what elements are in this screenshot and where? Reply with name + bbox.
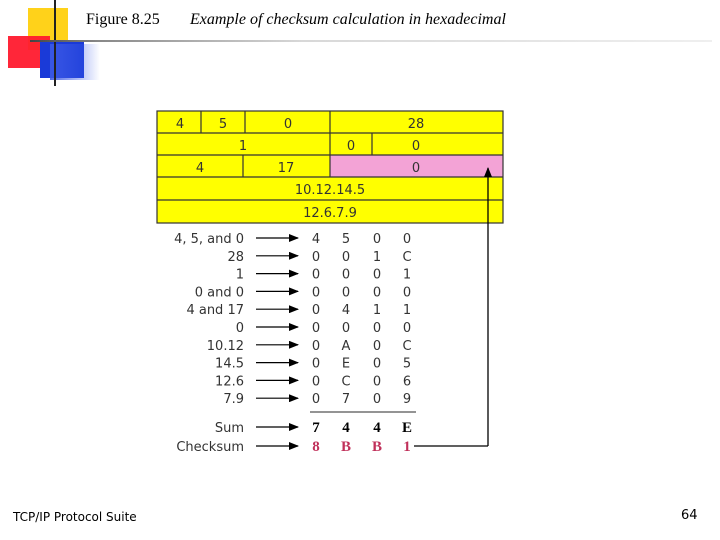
row-digit: 0 [311,374,321,390]
row-digit: 7 [341,392,351,408]
row-label: 28 [227,249,244,265]
row-label: 10.12 [206,338,244,354]
figure-caption: Example of checksum calculation in hexadecimal [190,11,506,28]
row-label: 12.6 [215,374,244,390]
row-digit: 0 [341,285,351,301]
row-digit: 6 [402,374,412,390]
cell-total-length: 28 [407,117,425,132]
row-digit: 0 [372,232,382,247]
checksum-digit: B [340,439,352,455]
row-digit: 5 [402,356,412,372]
sum-digit: E [401,420,413,436]
cell-protocol: 17 [277,161,295,176]
row-label: 7.9 [223,392,244,408]
cell-version: 4 [175,117,185,132]
cell-fragment-offset: 0 [411,139,421,154]
sum-digit: 7 [312,420,320,436]
row-digit: 0 [341,321,351,336]
row-label: 4 and 17 [186,303,244,319]
row-digit: 0 [311,285,321,301]
row-label: 0 [235,321,244,336]
row-digit: 0 [372,356,382,372]
row-digit: A [341,338,351,354]
row-digit: 0 [311,392,321,408]
cell-identification: 1 [238,139,248,154]
row-digit: 0 [311,303,321,319]
row-digit: 0 [311,356,321,372]
calculation-rows [174,232,412,455]
row-digit: 4 [311,232,321,247]
cell-service: 0 [283,117,293,132]
cell-flags: 0 [346,139,356,154]
row-label: 4, 5, and 0 [174,232,244,247]
row-digit: 0 [372,321,382,336]
checksum-label: Checksum [176,440,244,455]
row-digit: 0 [311,338,321,354]
footer-page-number: 64 [681,508,698,523]
cell-checksum: 0 [411,161,421,176]
row-digit: 0 [311,267,321,283]
row-label: 1 [235,267,244,283]
row-digit: 5 [341,232,351,247]
cell-hlen: 5 [218,117,228,132]
cell-ttl: 4 [195,161,205,176]
row-digit: 0 [402,321,412,336]
row-digit: C [402,338,412,354]
row-digit: 1 [402,303,412,319]
row-digit: 4 [341,303,351,319]
footer-suite-title: TCP/IP Protocol Suite [13,510,137,524]
row-digit: 0 [372,338,382,354]
row-digit: 0 [372,392,382,408]
row-label: 0 and 0 [194,285,244,301]
row-digit: 0 [341,249,351,265]
row-digit: 0 [402,232,412,247]
checksum-digit: 8 [312,439,320,455]
row-digit: 0 [311,249,321,265]
row-digit: 1 [402,267,412,283]
sum-label: Sum [214,421,244,436]
row-digit: E [341,356,351,372]
row-label: 14.5 [215,356,244,372]
row-digit: 1 [372,303,382,319]
row-digit: 0 [341,267,351,283]
row-digit: 0 [311,321,321,336]
row-digit: 0 [372,374,382,390]
row-digit: 0 [372,285,382,301]
sum-digit: 4 [342,420,350,436]
row-digit: 0 [372,267,382,283]
row-digit: C [402,249,412,265]
row-digit: 0 [402,285,412,301]
row-digit: 9 [402,392,412,408]
row-digit: C [341,374,351,390]
cell-source-address: 10.12.14.5 [294,183,366,198]
figure-label: Figure 8.25 [86,11,160,28]
checksum-digit: 1 [403,439,411,455]
checksum-digit: B [371,439,383,455]
row-digit: 1 [372,249,382,265]
cell-destination-address: 12.6.7.9 [303,206,357,221]
sum-digit: 4 [373,420,381,436]
